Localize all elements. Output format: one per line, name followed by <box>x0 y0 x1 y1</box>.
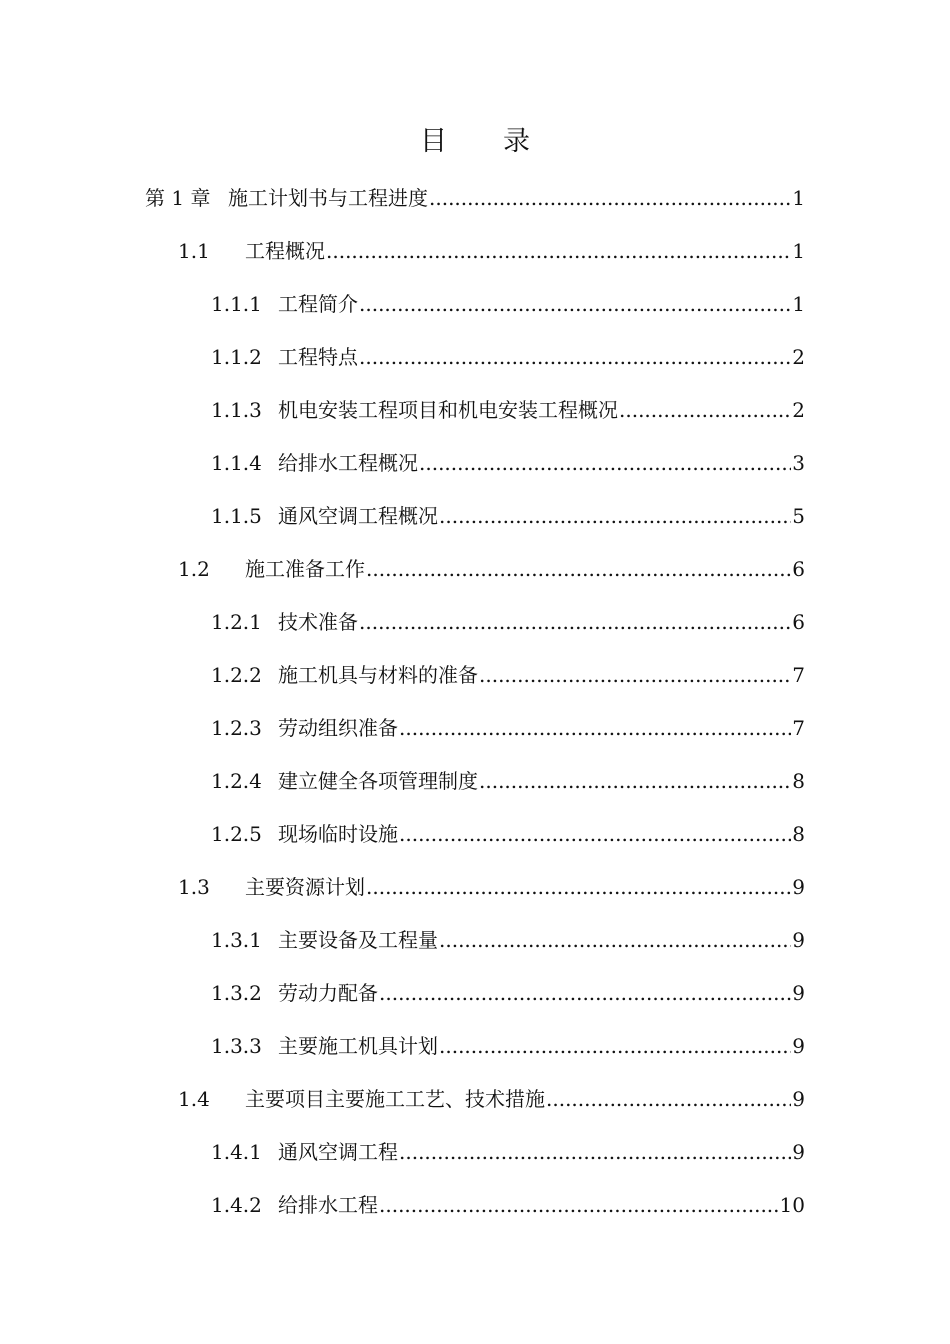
toc-entry-number: 1.1.3 <box>211 398 262 422</box>
toc-entry-number: 1.2.4 <box>211 769 262 793</box>
toc-entry[interactable] <box>0 702 950 755</box>
toc-dot-leader <box>326 225 791 278</box>
toc-entry[interactable] <box>0 437 950 490</box>
toc-entry-page: 1 <box>792 239 805 263</box>
toc-entry[interactable] <box>0 1020 950 1073</box>
toc-entry-title: 工程概况 <box>245 239 325 263</box>
toc-entry[interactable] <box>0 225 950 278</box>
toc-entry-number: 1.2.2 <box>211 663 262 687</box>
toc-entry-number: 1.2 <box>178 557 210 581</box>
toc-entry[interactable] <box>0 861 950 914</box>
toc-entry-title: 工程特点 <box>278 345 358 369</box>
toc-entry-page: 9 <box>792 1087 805 1111</box>
toc-entry-title: 施工计划书与工程进度 <box>228 186 428 210</box>
toc-entry-page: 6 <box>792 557 805 581</box>
toc-entry-title: 现场临时设施 <box>278 822 398 846</box>
toc-dot-leader <box>479 755 791 808</box>
toc-entry-page: 9 <box>792 981 805 1005</box>
toc-entry-number: 1.4.2 <box>211 1193 262 1217</box>
toc-entry[interactable] <box>0 278 950 331</box>
toc-entry-title: 施工准备工作 <box>245 557 365 581</box>
toc-dot-leader <box>619 384 791 437</box>
toc-entry-number: 1.3.1 <box>211 928 262 952</box>
toc-entry[interactable] <box>0 490 950 543</box>
toc-entry-page: 7 <box>792 716 805 740</box>
toc-dot-leader <box>359 278 791 331</box>
toc-dot-leader <box>399 1126 791 1179</box>
toc-dot-leader <box>439 1020 791 1073</box>
toc-entry-title: 劳动组织准备 <box>278 716 398 740</box>
toc-entry-number: 1.2.3 <box>211 716 262 740</box>
toc-dot-leader <box>366 543 791 596</box>
toc-entry[interactable] <box>0 914 950 967</box>
toc-dot-leader <box>379 1179 779 1232</box>
toc-entry-page: 3 <box>792 451 805 475</box>
toc-entry-title: 给排水工程概况 <box>278 451 418 475</box>
toc-entry[interactable] <box>0 755 950 808</box>
toc-entry-title: 建立健全各项管理制度 <box>278 769 478 793</box>
toc-title-right: 录 <box>503 126 530 157</box>
toc-dot-leader <box>546 1073 791 1126</box>
toc-dot-leader <box>366 861 791 914</box>
toc-entry-title: 工程简介 <box>278 292 358 316</box>
toc-entry-number: 1.2.1 <box>211 610 262 634</box>
toc-entry-page: 9 <box>792 875 805 899</box>
table-of-contents <box>0 172 950 1232</box>
toc-entry-number: 1.2.5 <box>211 822 262 846</box>
toc-entry-page: 8 <box>792 822 805 846</box>
toc-entry-title: 主要设备及工程量 <box>278 928 438 952</box>
toc-entry[interactable] <box>0 1126 950 1179</box>
toc-dot-leader <box>479 649 791 702</box>
toc-entry-page: 2 <box>792 345 805 369</box>
toc-entry-page: 5 <box>792 504 805 528</box>
toc-entry[interactable] <box>0 1073 950 1126</box>
toc-dot-leader <box>419 437 791 490</box>
toc-entry-number: 1.1.2 <box>211 345 262 369</box>
toc-entry-title: 机电安装工程项目和机电安装工程概况 <box>278 398 618 422</box>
toc-entry-page: 8 <box>792 769 805 793</box>
toc-entry[interactable] <box>0 384 950 437</box>
toc-title-left: 目 <box>420 126 447 157</box>
toc-entry-number: 1.3.2 <box>211 981 262 1005</box>
toc-dot-leader <box>399 808 791 861</box>
toc-entry-number: 第 1 章 <box>145 186 211 210</box>
toc-entry-title: 主要施工机具计划 <box>278 1034 438 1058</box>
toc-dot-leader <box>359 331 791 384</box>
toc-entry-number: 1.1.5 <box>211 504 262 528</box>
toc-entry-page: 1 <box>792 186 805 210</box>
toc-dot-leader <box>439 914 791 967</box>
toc-entry-page: 10 <box>779 1193 805 1217</box>
toc-entry-title: 主要资源计划 <box>245 875 365 899</box>
toc-entry[interactable] <box>0 596 950 649</box>
toc-entry-page: 9 <box>792 928 805 952</box>
toc-entry[interactable] <box>0 808 950 861</box>
toc-entry-page: 7 <box>792 663 805 687</box>
toc-entry-number: 1.1.4 <box>211 451 262 475</box>
toc-entry-title: 施工机具与材料的准备 <box>278 663 478 687</box>
toc-entry[interactable] <box>0 1179 950 1232</box>
toc-entry-number: 1.3.3 <box>211 1034 262 1058</box>
toc-entry-number: 1.3 <box>178 875 210 899</box>
toc-entry[interactable] <box>0 172 950 225</box>
toc-entry-number: 1.1.1 <box>211 292 262 316</box>
toc-entry-number: 1.4.1 <box>211 1140 262 1164</box>
toc-dot-leader <box>379 967 791 1020</box>
toc-entry[interactable] <box>0 967 950 1020</box>
toc-dot-leader <box>439 490 791 543</box>
toc-entry-title: 给排水工程 <box>278 1193 378 1217</box>
toc-title <box>0 122 950 162</box>
toc-dot-leader <box>429 172 791 225</box>
toc-entry-title: 主要项目主要施工工艺、技术措施 <box>245 1087 545 1111</box>
toc-entry-page: 6 <box>792 610 805 634</box>
toc-entry-page: 1 <box>792 292 805 316</box>
toc-entry-number: 1.4 <box>178 1087 210 1111</box>
toc-entry-title: 通风空调工程概况 <box>278 504 438 528</box>
toc-entry[interactable] <box>0 543 950 596</box>
toc-entry-page: 2 <box>792 398 805 422</box>
toc-entry-number: 1.1 <box>178 239 210 263</box>
toc-entry[interactable] <box>0 649 950 702</box>
toc-entry-page: 9 <box>792 1140 805 1164</box>
toc-entry-page: 9 <box>792 1034 805 1058</box>
toc-entry-title: 通风空调工程 <box>278 1140 398 1164</box>
toc-entry[interactable] <box>0 331 950 384</box>
toc-dot-leader <box>399 702 791 755</box>
toc-dot-leader <box>359 596 791 649</box>
toc-entry-title: 技术准备 <box>278 610 358 634</box>
toc-entry-title: 劳动力配备 <box>278 981 378 1005</box>
